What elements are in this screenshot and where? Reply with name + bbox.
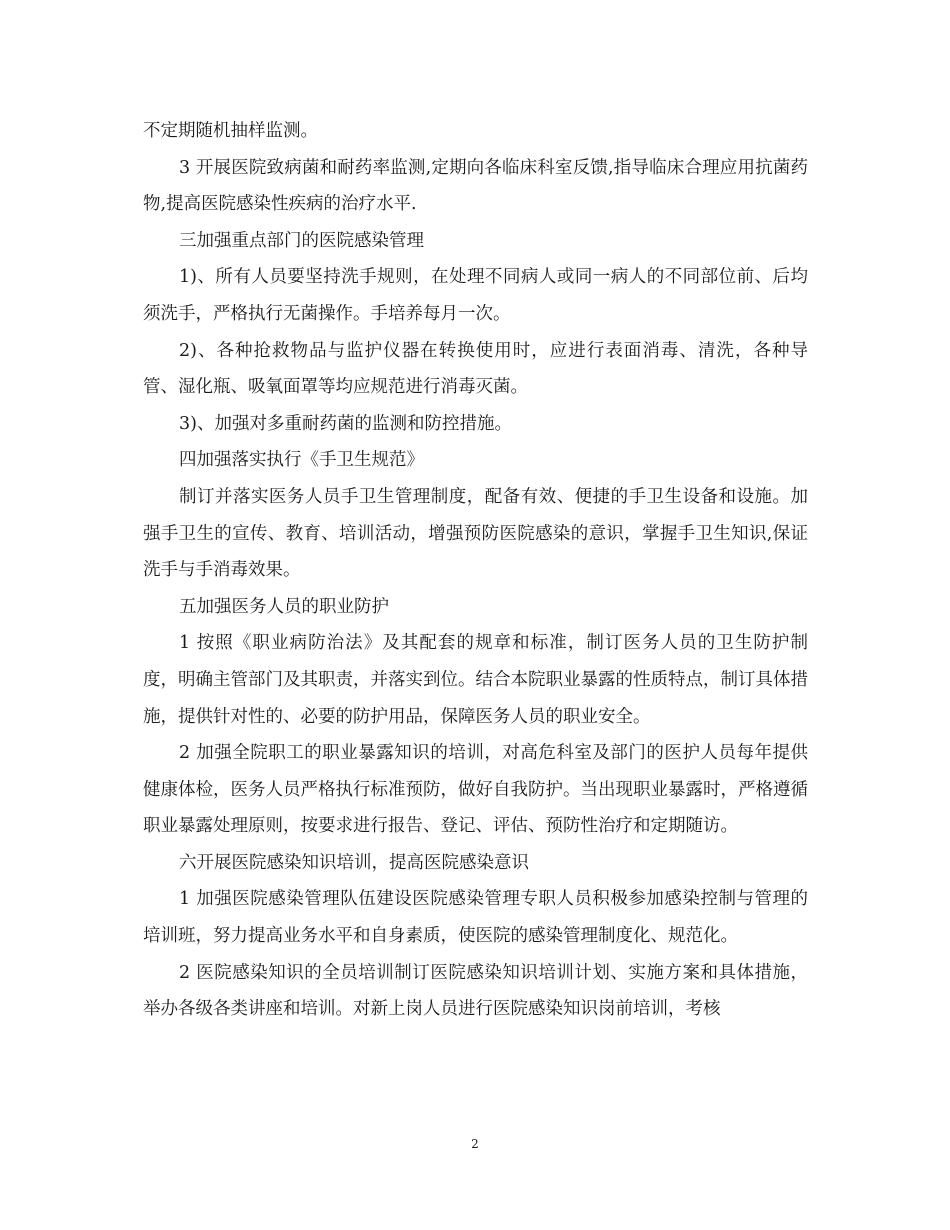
paragraph: 3 开展医院致病菌和耐药率监测,定期向各临床科室反馈,指导临床合理应用抗菌药物,提高医院感染性疾病的治疗水平.	[143, 157, 808, 215]
section-heading: 六开展医院感染知识培训，提高医院感染意识	[179, 852, 529, 873]
paragraph: 2)、各种抢救物品与监护仪器在转换使用时，应进行表面消毒、清洗，各种导管、湿化瓶、吸氧面罩等均应规范进行消毒灭菌。	[143, 340, 808, 398]
paragraph: 1)、所有人员要坚持洗手规则，在处理不同病人或同一病人的不同部位前、后均须洗手，严格执行无菌操作。手培养每月一次。	[143, 267, 808, 324]
section-heading: 三加强重点部门的医院感染管理	[179, 230, 424, 251]
paragraph: 2 医院感染知识的全员培训制订医院感染知识培训计划、实施方案和具体措施，举办各级各类讲座和培训。对新上岗人员进行医院感染知识岗前培训，考核	[143, 962, 808, 1020]
paragraph: 2 加强全院职工的职业暴露知识的培训，对高危科室及部门的医护人员每年提供健康体检，医务人员严格执行标准预防，做好自我防护。当出现职业暴露时，严格遵循职业暴露处理原则，按要求进行报告、登记、评估、预防性治疗和定期随访。	[143, 743, 808, 837]
document-body	[143, 113, 808, 1028]
section-heading: 五加强医务人员的职业防护	[179, 596, 389, 617]
paragraph: 3)、加强对多重耐药菌的监测和防控措施。	[179, 413, 512, 434]
page-number: 2	[471, 1137, 479, 1151]
paragraph: 不定期随机抽样监测。	[143, 121, 318, 141]
paragraph: 制订并落实医务人员手卫生管理制度，配备有效、便捷的手卫生设备和设施。加强手卫生的宣传、教育、培训活动，增强预防医院感染的意识，掌握手卫生知识,保证洗手与手消毒效果。	[143, 486, 808, 581]
paragraph: 1 加强医院感染管理队伍建设医院感染管理专职人员积极参加感染控制与管理的培训班，努力提高业务水平和自身素质，使医院的感染管理制度化、规范化。	[143, 889, 808, 947]
paragraph: 1 按照《职业病防治法》及其配套的规章和标准，制订医务人员的卫生防护制度，明确主管部门及其职责，并落实到位。结合本院职业暴露的性质特点，制订具体措施，提供针对性的、必要的防护用品，保障医务人员的职业安全。	[143, 633, 808, 727]
section-heading: 四加强落实执行《手卫生规范》	[179, 450, 424, 471]
